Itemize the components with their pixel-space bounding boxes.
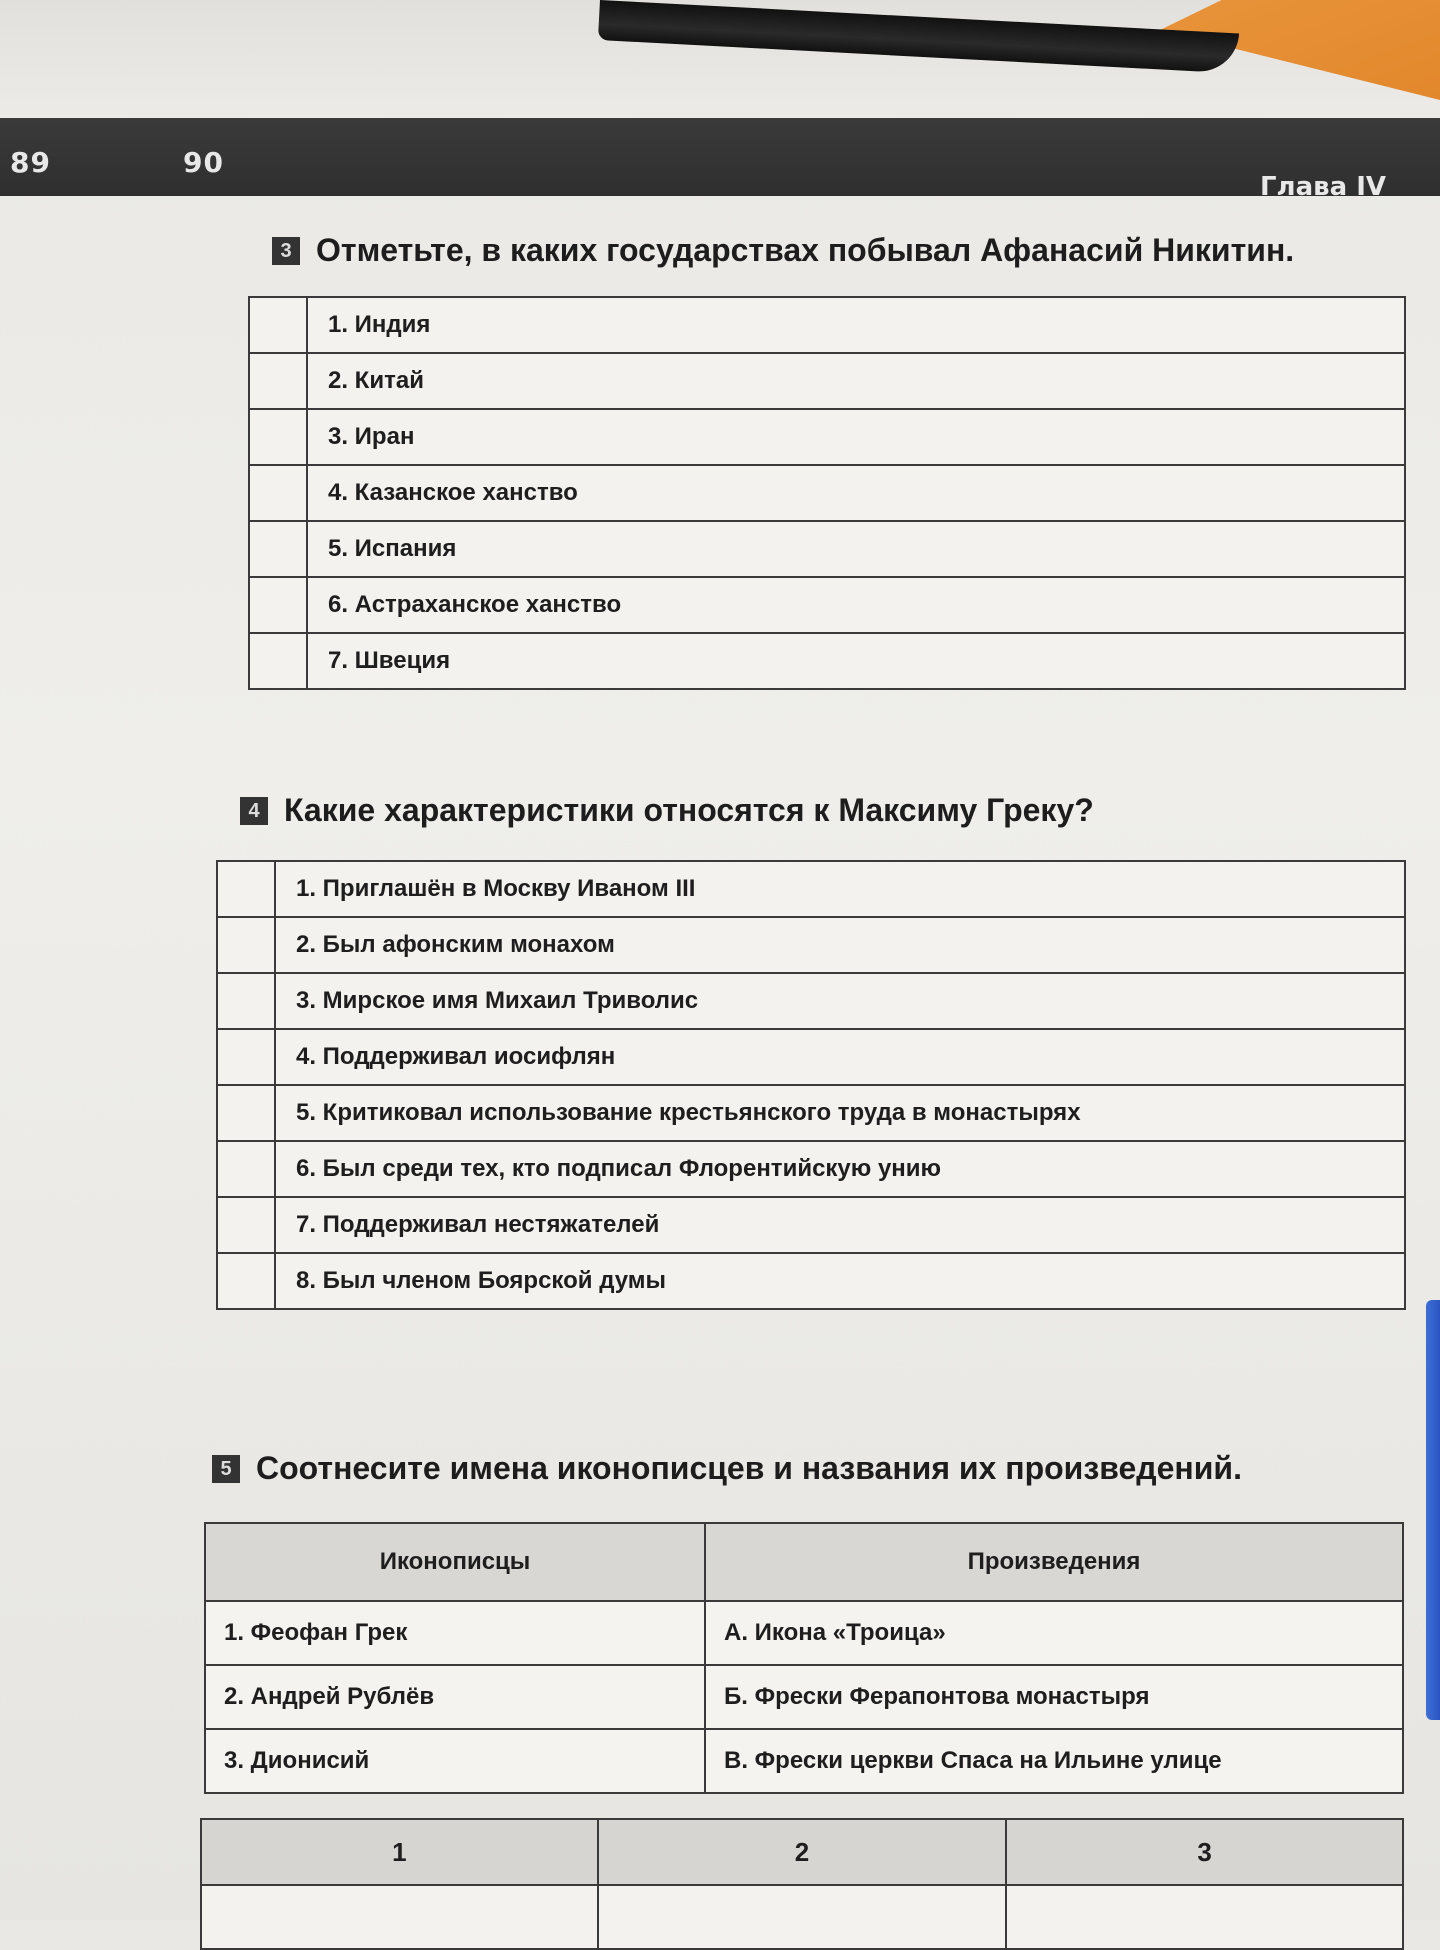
answer-column-1: 1	[201, 1819, 598, 1885]
task-3-question: Отметьте, в каких государствах побывал Афанасий Никитин.	[316, 232, 1295, 268]
option-label: 7. Швеция	[307, 633, 1405, 689]
table-row	[217, 1085, 1405, 1141]
table-row	[249, 409, 1405, 465]
table-row	[249, 577, 1405, 633]
work-cell: В. Фрески церкви Спаса на Ильине улице	[705, 1729, 1403, 1793]
column-header-iconographers: Иконописцы	[205, 1523, 705, 1601]
answer-column-3: 3	[1006, 1819, 1403, 1885]
answer-checkbox-cell[interactable]	[249, 297, 307, 353]
table-row	[205, 1601, 1403, 1665]
option-label: 4. Казанское ханство	[307, 465, 1405, 521]
answer-checkbox-cell[interactable]	[249, 409, 307, 465]
task-5-heading	[212, 1450, 1242, 1487]
right-page-number: 90	[183, 146, 224, 179]
page-header-bar	[0, 118, 1440, 202]
table-header-row	[205, 1523, 1403, 1601]
iconographer-cell: 1. Феофан Грек	[205, 1601, 705, 1665]
table-row	[205, 1729, 1403, 1793]
answer-cell-1[interactable]	[201, 1885, 598, 1949]
option-label: 2. Был афонским монахом	[275, 917, 1405, 973]
table-row	[205, 1665, 1403, 1729]
answer-checkbox-cell[interactable]	[217, 973, 275, 1029]
answer-checkbox-cell[interactable]	[217, 1029, 275, 1085]
option-label: 3. Иран	[307, 409, 1405, 465]
table-row	[217, 917, 1405, 973]
task-4-options-table	[216, 860, 1406, 1310]
answer-checkbox-cell[interactable]	[249, 521, 307, 577]
task-4-number: 4	[240, 797, 268, 825]
work-cell: А. Икона «Троица»	[705, 1601, 1403, 1665]
task-5-match-table	[204, 1522, 1404, 1794]
option-label: 7. Поддерживал нестяжателей	[275, 1197, 1405, 1253]
table-row	[201, 1885, 1403, 1949]
work-cell: Б. Фрески Ферапонтова монастыря	[705, 1665, 1403, 1729]
answer-cell-3[interactable]	[1006, 1885, 1403, 1949]
option-label: 2. Китай	[307, 353, 1405, 409]
task-5-number: 5	[212, 1455, 240, 1483]
iconographer-cell: 3. Дионисий	[205, 1729, 705, 1793]
table-row	[249, 521, 1405, 577]
left-page-number: 89	[10, 146, 51, 179]
answer-checkbox-cell[interactable]	[217, 1085, 275, 1141]
answer-checkbox-cell[interactable]	[249, 633, 307, 689]
table-row	[217, 1197, 1405, 1253]
task-5-answer-table	[200, 1818, 1404, 1950]
answer-checkbox-cell[interactable]	[249, 465, 307, 521]
answer-checkbox-cell[interactable]	[217, 1141, 275, 1197]
option-label: 8. Был членом Боярской думы	[275, 1253, 1405, 1309]
task-4-heading	[240, 792, 1094, 829]
iconographer-cell: 2. Андрей Рублёв	[205, 1665, 705, 1729]
answer-checkbox-cell[interactable]	[217, 1253, 275, 1309]
task-3-number: 3	[272, 237, 300, 265]
table-row	[249, 353, 1405, 409]
table-row	[217, 1253, 1405, 1309]
table-row	[217, 1029, 1405, 1085]
chapter-title: Глава IV	[1259, 172, 1386, 202]
table-row	[217, 973, 1405, 1029]
answer-checkbox-cell[interactable]	[249, 353, 307, 409]
blue-object-edge	[1426, 1300, 1440, 1720]
option-label: 1. Индия	[307, 297, 1405, 353]
option-label: 6. Астраханское ханство	[307, 577, 1405, 633]
answer-checkbox-cell[interactable]	[249, 577, 307, 633]
table-header-row	[201, 1819, 1403, 1885]
answer-checkbox-cell[interactable]	[217, 917, 275, 973]
task-4-question: Какие характеристики относятся к Максиму Греку?	[284, 792, 1094, 828]
option-label: 5. Испания	[307, 521, 1405, 577]
column-header-works: Произведения	[705, 1523, 1403, 1601]
option-label: 5. Критиковал использование крестьянского труда в монастырях	[275, 1085, 1405, 1141]
option-label: 1. Приглашён в Москву Иваном III	[275, 861, 1405, 917]
answer-checkbox-cell[interactable]	[217, 861, 275, 917]
answer-checkbox-cell[interactable]	[217, 1197, 275, 1253]
table-row	[249, 297, 1405, 353]
table-row	[217, 861, 1405, 917]
table-row	[249, 465, 1405, 521]
table-row	[217, 1141, 1405, 1197]
option-label: 6. Был среди тех, кто подписал Флорентийскую унию	[275, 1141, 1405, 1197]
option-label: 4. Поддерживал иосифлян	[275, 1029, 1405, 1085]
table-row	[249, 633, 1405, 689]
answer-cell-2[interactable]	[598, 1885, 1007, 1949]
task-3-heading	[272, 232, 1294, 269]
option-label: 3. Мирское имя Михаил Триволис	[275, 973, 1405, 1029]
task-3-options-table	[248, 296, 1406, 690]
answer-column-2: 2	[598, 1819, 1007, 1885]
task-5-question: Соотнесите имена иконописцев и названия их произведений.	[256, 1450, 1242, 1486]
